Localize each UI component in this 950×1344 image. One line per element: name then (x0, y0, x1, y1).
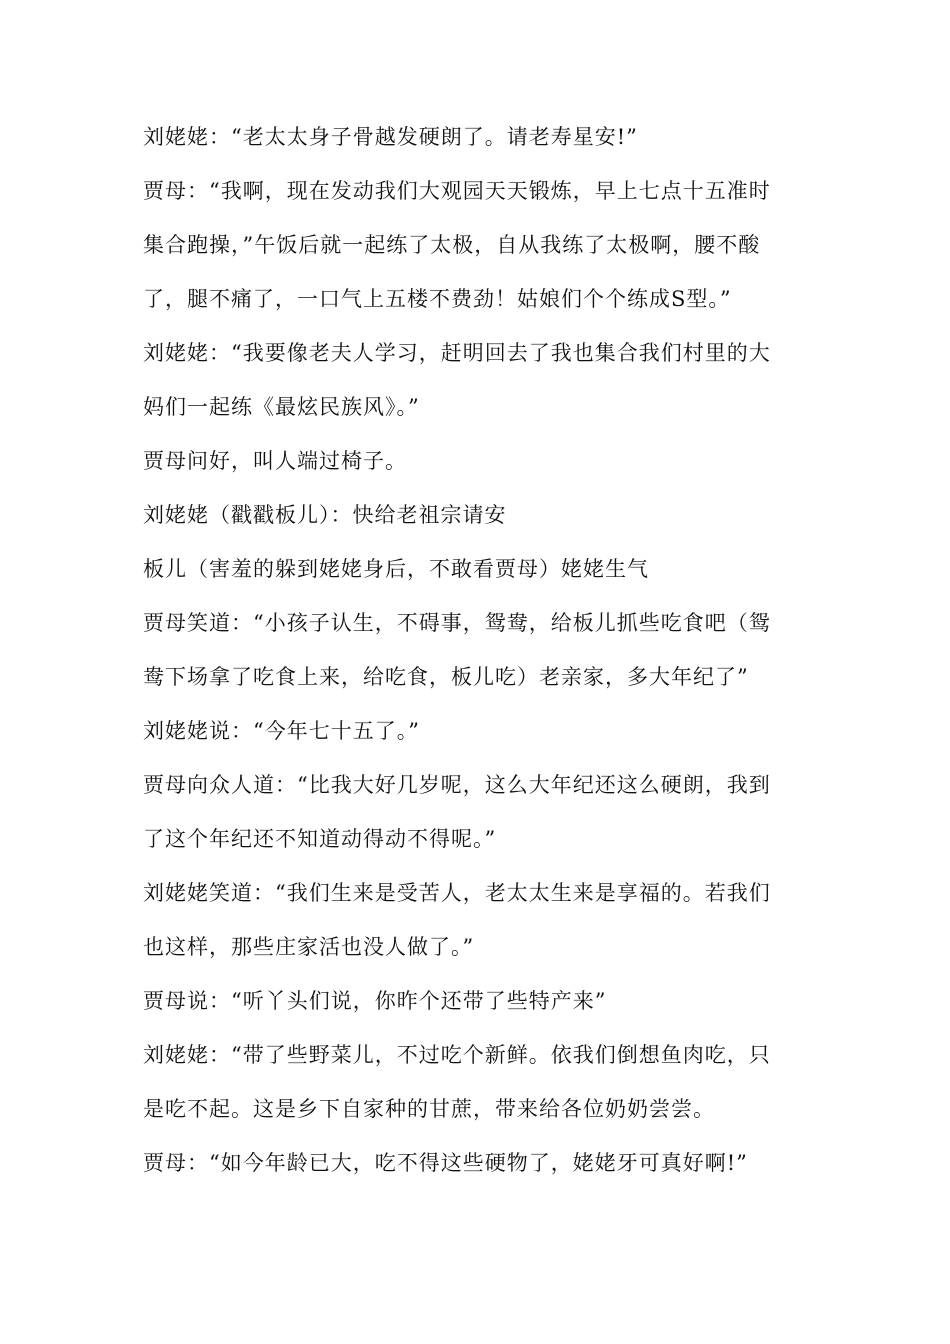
text-line: 妈们一起练《最炫民族风》。” (143, 395, 420, 419)
text-line: 贾母笑道：“小孩子认生，不碍事，鸳鸯，给板儿抓些吃食吧（鸳 (143, 611, 771, 635)
text-line: 了这个年纪还不知道动得动不得呢。” (143, 827, 497, 851)
text-line: 刘姥姥：“我要像老夫人学习，赶明回去了我也集合我们村里的大 (143, 341, 771, 365)
text-line: 鸯下场拿了吃食上来，给吃食，板儿吃）老亲家，多大年纪了” (143, 665, 749, 689)
text-line: 是吃不起。这是乡下自家种的甘蔗，带来给各位奶奶尝尝。 (143, 1097, 715, 1121)
text-line: 刘姥姥（戳戳板儿）：快给老祖宗请安 (143, 503, 507, 527)
text-line: 贾母：“我啊，现在发动我们大观园天天锻炼，早上七点十五准时 (143, 179, 771, 203)
script-text-block (143, 110, 815, 1190)
text-line: 贾母问好，叫人端过椅子。 (143, 449, 407, 473)
text-line: 刘姥姥笑道：“我们生来是受苦人，老太太生来是享福的。若我们 (143, 881, 771, 905)
text-line: 板儿（害羞的躲到姥姥身后，不敢看贾母）姥姥生气 (143, 557, 649, 581)
text-line: 贾母说：“听丫头们说，你昨个还带了些特产来” (143, 989, 607, 1013)
text-line: 集合跑操，”午饭后就一起练了太极，自从我练了太极啊，腰不酸 (143, 233, 761, 257)
text-line: 贾母：“如今年龄已大，吃不得这些硬物了，姥姥牙可真好啊!” (143, 1151, 748, 1175)
text-line: 了，腿不痛了，一口气上五楼不费劲！姑娘们个个练成S型。” (143, 287, 732, 311)
text-line: 刘姥姥：“老太太身子骨越发硬朗了。请老寿星安!” (143, 125, 638, 149)
text-line: 贾母向众人道：“比我大好几岁呢，这么大年纪还这么硬朗，我到 (143, 773, 771, 797)
text-line: 刘姥姥说：“今年七十五了。” (143, 719, 420, 743)
text-line: 也这样，那些庄家活也没人做了。” (143, 935, 475, 959)
text-line: 刘姥姥：“带了些野菜儿，不过吃个新鲜。依我们倒想鱼肉吃，只 (143, 1043, 771, 1067)
